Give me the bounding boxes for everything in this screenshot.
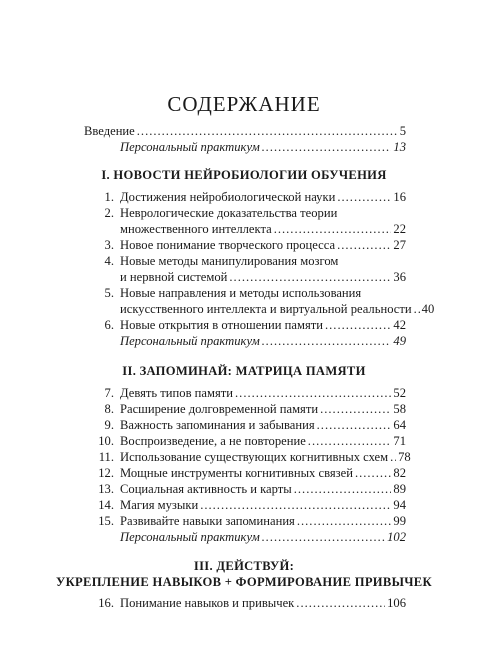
toc-entry-page: 27 [393, 238, 406, 252]
dot-leader [317, 417, 392, 433]
toc-entry-page: 99 [393, 514, 406, 528]
toc-entry-continuation [84, 269, 406, 285]
toc-entry-number: 3. [104, 238, 114, 252]
toc-entry-continuation [84, 221, 406, 237]
toc-entry [84, 189, 406, 205]
toc-entry [84, 449, 411, 465]
dot-leader [337, 189, 391, 205]
toc-entry-page: 13 [393, 140, 406, 154]
dot-leader [262, 139, 392, 155]
toc-entry [84, 285, 406, 301]
toc-entry-label: Новые направления и методы использования [120, 286, 362, 300]
dot-leader [414, 301, 420, 317]
dot-leader [325, 317, 391, 333]
toc-entry [84, 417, 406, 433]
toc-entry-label: Мощные инструменты когнитивных связей [120, 466, 353, 480]
toc-entry-label: Развивайте навыки запоминания [120, 514, 295, 528]
dot-leader [320, 401, 391, 417]
toc-entry-number: 11. [98, 450, 114, 464]
toc-entry-label: Введение [84, 124, 135, 138]
toc-entry-number: 10. [98, 434, 114, 448]
section-subtitle-part3: УКРЕПЛЕНИЕ НАВЫКОВ + ФОРМИРОВАНИЕ ПРИВЫЧЕК [56, 575, 432, 589]
toc-entry-number: 5. [104, 286, 114, 300]
toc-entry-label: Неврологические доказательства теории [120, 206, 338, 220]
toc-entry-label: Расширение долговременной памяти [120, 402, 319, 416]
toc-entry-label: Девять типов памяти [120, 386, 234, 400]
toc-entry-label: Персональный практикум [120, 530, 260, 544]
toc-entry [84, 385, 406, 401]
toc-entry-part2-practicum [84, 529, 406, 545]
toc-entry-number: 14. [98, 498, 114, 512]
toc-entry-page: 106 [387, 596, 406, 610]
toc-entry [84, 317, 406, 333]
dot-leader [262, 333, 392, 349]
toc-entry-label: Магия музыки [120, 498, 199, 512]
toc-entry-number: 2. [104, 206, 114, 220]
dot-leader [390, 449, 396, 465]
toc-entry-number: 4. [104, 254, 114, 268]
toc-entry-number: 8. [104, 402, 114, 416]
section-title-part3: III. ДЕЙСТВУЙ: [193, 559, 295, 573]
toc-entry-label: Достижения нейробиологической науки [120, 190, 336, 204]
toc-entry [84, 237, 406, 253]
toc-entry-label: и нервной системой [120, 270, 228, 284]
toc-entry-number: 13. [98, 482, 114, 496]
dot-leader [235, 385, 391, 401]
dot-leader [274, 221, 392, 237]
toc-entry-number: 9. [104, 418, 114, 432]
toc-entry-intro [84, 123, 406, 139]
toc-entry-number: 16. [98, 596, 114, 610]
dot-leader [200, 497, 391, 513]
toc-entry [84, 497, 406, 513]
toc-entry-page: 82 [393, 466, 406, 480]
toc-entry-page: 64 [393, 418, 406, 432]
toc-entry-number: 7. [104, 386, 114, 400]
toc-entry [84, 481, 406, 497]
dot-leader [337, 237, 391, 253]
toc-entry-number: 15. [98, 514, 114, 528]
toc-entry-label: Персональный практикум [120, 140, 260, 154]
toc-entry-number: 12. [98, 466, 114, 480]
toc-entry [84, 595, 406, 611]
toc-entry [84, 401, 406, 417]
toc-entry [84, 205, 406, 221]
toc-entry-page: 52 [393, 386, 406, 400]
toc-entry-page: 49 [393, 334, 406, 348]
toc-entry-label: Новые методы манипулирования мозгом [120, 254, 339, 268]
toc-entry-label: Новые открытия в отношении памяти [120, 318, 323, 332]
toc-entry-page: 58 [393, 402, 406, 416]
toc-entry-page: 71 [393, 434, 406, 448]
toc-entry-page: 16 [393, 190, 406, 204]
toc-entry [84, 465, 406, 481]
toc-entry-label: Воспроизведение, а не повторение [120, 434, 306, 448]
toc-entry-intro-practicum [84, 139, 406, 155]
toc-entry-page: 89 [393, 482, 406, 496]
toc-entry [84, 513, 406, 529]
section-title-part2: II. ЗАПОМИНАЙ: МАТРИЦА ПАМЯТИ [122, 364, 366, 378]
toc-entry-page: 102 [387, 530, 406, 544]
toc-entry-page: 36 [393, 270, 406, 284]
toc-entry-page: 40 [421, 302, 435, 316]
dot-leader [355, 465, 391, 481]
toc-entry-number: 1. [104, 190, 114, 204]
dot-leader [262, 529, 385, 545]
toc-entry-label: Использование существующих когнитивных схем [120, 450, 389, 464]
dot-leader [296, 595, 385, 611]
toc-entry-number: 6. [104, 318, 114, 332]
toc-entry-label: Важность запоминания и забывания [120, 418, 315, 432]
toc-entry-label: Персональный практикум [120, 334, 260, 348]
toc-entry [84, 253, 406, 269]
toc-entry-page: 94 [393, 498, 406, 512]
dot-leader [308, 433, 392, 449]
toc-entry-page: 78 [398, 450, 411, 464]
toc-entry-continuation [84, 301, 435, 317]
section-title-part1: I. НОВОСТИ НЕЙРОБИОЛОГИИ ОБУЧЕНИЯ [101, 168, 387, 182]
dot-leader [137, 123, 398, 139]
toc-entry-label: Понимание навыков и привычек [120, 596, 295, 610]
dot-leader [294, 481, 392, 497]
toc-entry-part1-practicum [84, 333, 406, 349]
page-title: СОДЕРЖАНИЕ [167, 92, 321, 116]
toc-entry-label: искусственного интеллекта и виртуальной реальности [120, 302, 412, 316]
toc-entry-page: 42 [393, 318, 406, 332]
dot-leader [229, 269, 391, 285]
toc-entry-page: 5 [399, 124, 406, 138]
dot-leader [297, 513, 392, 529]
toc-entry-label: Социальная активность и карты [120, 482, 292, 496]
toc-entry [84, 433, 406, 449]
toc-entry-page: 22 [393, 222, 406, 236]
toc-entry-label: множественного интеллекта [120, 222, 272, 236]
toc-entry-label: Новое понимание творческого процесса [120, 238, 336, 252]
